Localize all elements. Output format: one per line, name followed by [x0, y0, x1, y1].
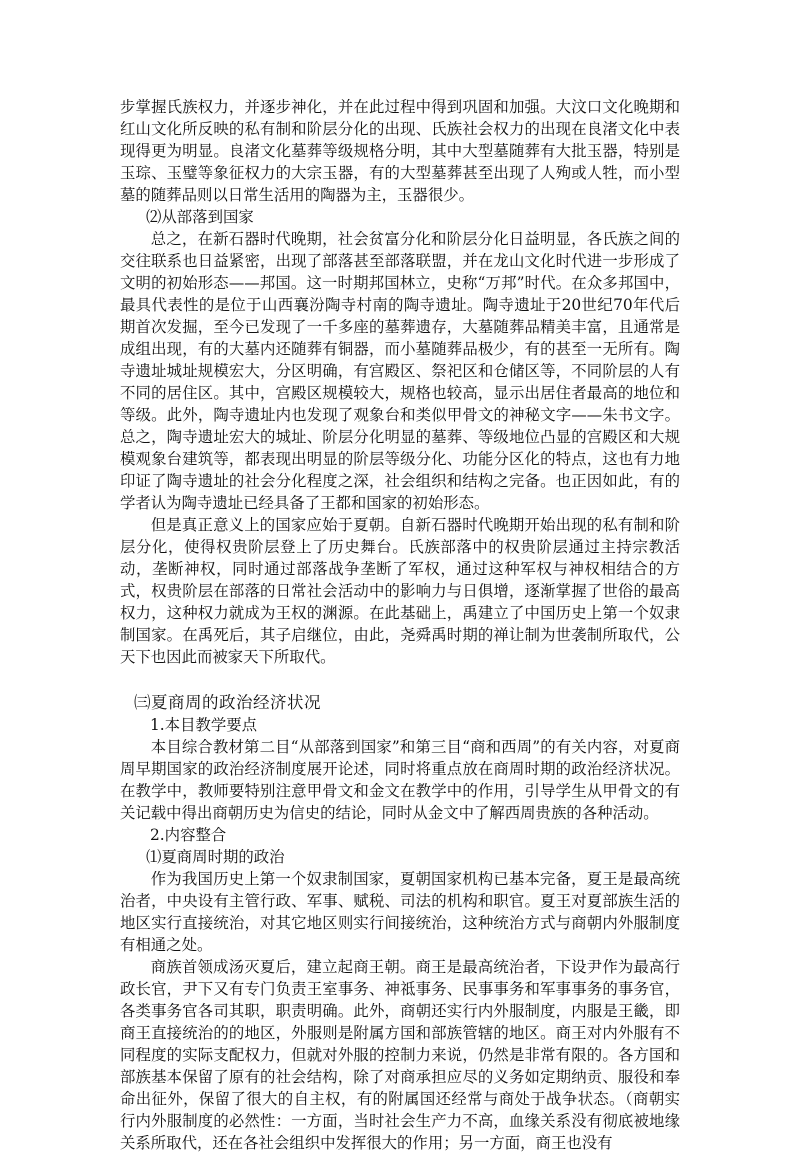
heading-content-integration: 2.内容整合	[150, 826, 227, 844]
paragraph-xia-origin: 但是真正意义上的国家应始于夏朝。自新石器时代晚期开始出现的私有制和阶层分化，使得权贵阶层登上了历史舞台。氏族部落中的权贵阶层通过主持宗教活动，垄断神权，同时通过部落战争垄断了军权，通过这种军权与神权相结合的方式，权贵阶层在部落的日常社会活动中的影响力与日俱增，逐渐掌握了世俗的最高权力，这种权力就成为王权的渊源。在此基础上，禹建立了中国历史上第一个奴隶制国家。在禹死后，其子启继位，由此，尧舜禹时期的禅让制为世袭制所取代，公天下也因此而被家天下所取代。	[120, 516, 680, 666]
heading-teaching-points: 1.本目教学要点	[150, 716, 258, 734]
section-heading: ㈢夏商周的政治经济状况	[134, 693, 321, 712]
heading-politics: ⑴夏商周时期的政治	[146, 848, 285, 866]
heading-tribe-to-state: ⑵从部落到国家	[146, 208, 254, 226]
paragraph-xia-politics: 作为我国历史上第一个奴隶制国家，夏朝国家机构已基本完备，夏王是最高统治者，中央设有主管行政、军事、赋税、司法的机构和职官。夏王对夏部族生活的地区实行直接统治，对其它地区则实行间接统治，这种统治方式与商朝内外服制度有相通之处。	[120, 870, 680, 954]
paragraph-teaching-points: 本目综合教材第二目“从部落到国家”和第三目“商和西周”的有关内容，对夏商周早期国家的政治经济制度展开论述，同时将重点放在商周时期的政治经济状况。在教学中，教师要特别注意甲骨文和金文在教学中的作用，引导学生从甲骨文的有关记载中得出商朝历史为信史的结论，同时从金文中了解西周贵族的各种活动。	[120, 738, 680, 822]
paragraph-shang: 商族首领成汤灭夏后，建立起商王朝。商王是最高统治者，下设尹作为最高行政长官，尹下又有专门负责王室事务、神祗事务、民事事务和军事事务的事务官，各类事务官各司其职，职责明确。此外，商朝还实行内外服制度，内服是王畿，即商王直接统治的的地区，外服则是附属方国和部族管辖的地区。商王对内外服有不同程度的实际支配权力，但就对外服的控制力来说，仍然是非常有限的。各方国和部族基本保留了原有的社会结构，除了对商承担应尽的义务如定期纳贡、服役和奉命出征外，保留了很大的自主权，有的附属国还经常与商处于战争状态。（商朝实行内外服制度的必然性：一方面，当时社会生产力不高，血缘关系没有彻底被地缘关系所取代，还在各社会组织中发挥很大的作用；另一方面，商王也没有	[120, 958, 680, 1152]
paragraph-taosi: 总之，在新石器时代晚期，社会贫富分化和阶层分化日益明显，各氏族之间的交往联系也日益紧密，出现了部落甚至部落联盟，并在龙山文化时代进一步形成了文明的初始形态——邦国。这一时期邦国林立，史称“万邦”时代。在众多邦国中，最具代表性的是位于山西襄汾陶寺村南的陶寺遗址。陶寺遗址于20世纪70年代后期首次发掘，至今已发现了一千多座的墓葬遗存，大墓随葬品精美丰富，且通常是成组出现，有的大墓内还随葬有铜器，而小墓随葬品极少，有的甚至一无所有。陶寺遗址城址规模宏大，分区明确，有宫殿区、祭祀区和仓储区等，不同阶层的人有不同的居住区。其中，宫殿区规模较大，规格也较高，显示出居住者最高的地位和等级。此外，陶寺遗址内也发现了观象台和类似甲骨文的神秘文字——朱书文字。总之，陶寺遗址宏大的城址、阶层分化明显的墓葬、等级地位凸显的宫殿区和大规模观象台建筑等，都表现出明显的阶层等级分化、功能分区化的特点，这也有力地印证了陶寺遗址的社会分化程度之深，社会组织和结构之完备。也正因如此，有的学者认为陶寺遗址已经具备了王都和国家的初始形态。	[120, 230, 680, 512]
document-body	[120, 96, 680, 1154]
paragraph-intro: 步掌握氏族权力，并逐步神化，并在此过程中得到巩固和加强。大汶口文化晚期和红山文化所反映的私有制和阶层分化的出现、氏族社会权力的出现在良渚文化中表现得更为明显。良渚文化墓葬等级规格分明，其中大型墓随葬有大批玉器，特别是玉琮、玉璧等象征权力的大宗玉器，有的大型墓葬甚至出现了人殉或人牲，而小型墓的随葬品则以日常生活用的陶器为主，玉器很少。	[120, 98, 680, 204]
